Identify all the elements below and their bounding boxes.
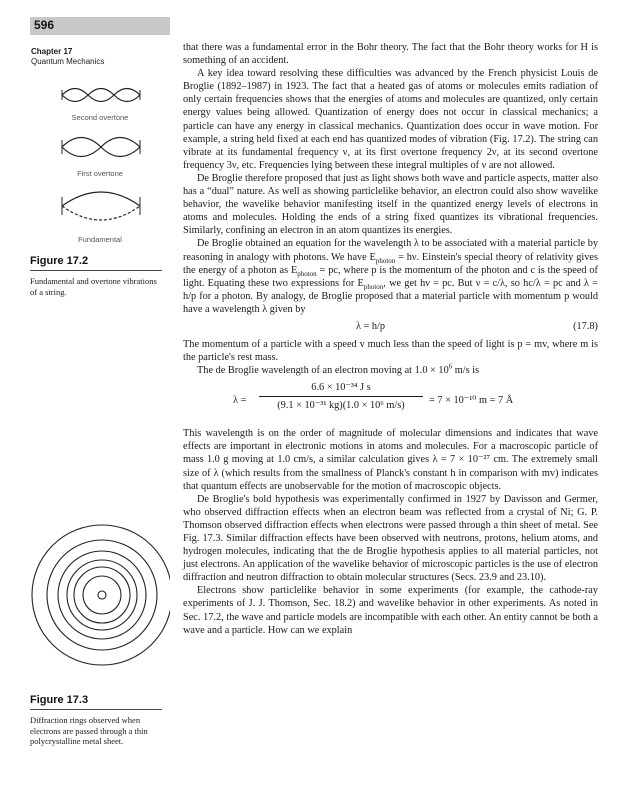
- chapter-heading: [31, 47, 171, 67]
- string-modes-diagram: [30, 80, 170, 250]
- diffraction-center-spot: [98, 591, 106, 599]
- paragraph-3: De Broglie therefore proposed that just as light shows both wave and particle aspects, matter also has a “dual” nature. As well as showing particlelike behavior, an electron could also show wavelike behavior, the wavelike behavior manifesting itself in the quantized energy levels of electrons in atoms and molecules. Holding the ends of a string fixed quantizes its vibrational frequencies. Similarly, confining an electron in an atom quantizes its energies.: [183, 172, 598, 237]
- page-number-bar: [30, 17, 170, 35]
- diffraction-ring-5: [74, 567, 130, 623]
- figure-17-2-caption: Fundamental and overtone vibrations of a string.: [30, 276, 157, 297]
- second-overtone-mode: [62, 89, 140, 102]
- calc-denominator: (9.1 × 10⁻³¹ kg)(1.0 × 10⁶ m/s): [277, 400, 405, 412]
- fundamental-label: Fundamental: [78, 235, 122, 244]
- equation-17-8-number: (17.8): [573, 320, 598, 332]
- figure-17-2-title: Figure 17.2: [30, 255, 162, 271]
- calc-lhs: λ =: [233, 395, 247, 407]
- calc-fraction: [259, 381, 423, 412]
- chapter-label: Chapter 17: [31, 47, 73, 56]
- figure-17-3-caption: Diffraction rings observed when electrons are passed through a thin polycrystalline metal sheet.: [30, 715, 148, 746]
- paragraph-1: that there was a fundamental error in the Bohr theory. The fact that the Bohr theory works for H is something of an accident.: [183, 42, 598, 67]
- paragraph-4: De Broglie obtained an equation for the wavelength λ to be associated with a material particle by reasoning in analogy with photons. We have $E_{photon} = h\nu$. Einstein's special theory of relativity gives the energy of a photon as $E_{photon}$ = pc, where p is the momentum of the photon and c is the speed of light. Equating these two expressions for $E_{photon}$, we get hν = pc. But ν = c/λ, so hc/λ = pc and λ = h/p for a photon. By analogy, de Broglie proposed that a material particle with momentum p would have a wavelength λ given by: [183, 238, 598, 315]
- chapter-title: Quantum Mechanics: [31, 57, 105, 66]
- diffraction-ring-6: [83, 576, 121, 614]
- diffraction-ring-2: [47, 540, 157, 650]
- paragraph-6: The de Broglie wavelength of an electron moving at $1.0 \times 10^6$ m/s is: [197, 362, 480, 377]
- equation-17-8: [183, 316, 598, 338]
- diffraction-ring-4: [67, 560, 137, 630]
- paragraph-5: The momentum of a particle with a speed v much less than the speed of light is p = mv, where m is the particle's rest mass.: [183, 338, 598, 364]
- de-broglie-calculation: [183, 381, 598, 421]
- diffraction-ring-3: [58, 551, 146, 639]
- second-overtone-label: Second overtone: [71, 113, 129, 122]
- calc-numerator: 6.6 × 10⁻³⁴ J s: [259, 381, 423, 397]
- diffraction-ring-1: [32, 525, 170, 665]
- equation-17-8-body: λ = h/p: [355, 320, 386, 332]
- paragraph-2: A key idea toward resolving these difficulties was advanced by the French physicist Louis de Broglie (1892–1987) in 1923. The fact that a heated gas of atoms or molecules emits radiation of only certain frequencies shows that the energies of atoms and molecules are quantized, only certain energy values being allowed. Quantization of energy does not occur in classical mechanics; a particle can have any energy in classical mechanics. Quantization does occur in wave motion. For example, a string held fixed at each end has quantized modes of vibration (Fig. 17.2). The string can vibrate at its fundamental frequency ν, at its first overtone frequency 2ν, at its second overtone frequency 3ν, etc. Frequencies lying between these integral multiples of ν are not allowed.: [183, 68, 598, 171]
- main-text-column: [183, 41, 598, 637]
- paragraph-7: This wavelength is on the order of magnitude of molecular dimensions and indicates that wave effects are important in electronic motions in atoms and molecules. For a macroscopic particle of mass 1.0 g moving at 1.0 cm/s, a similar calculation gives λ = 7 × 10⁻²⁷ cm. The extremely small size of λ (which results from the smallness of Planck's constant h in comparison with mv) indicates that quantum effects are unobservable for the motion of macroscopic objects.: [183, 428, 598, 492]
- paragraph-8: De Broglie's bold hypothesis was experimentally confirmed in 1927 by Davisson and Germer, who observed diffraction effects when an electron beam was reflected from a crystal of Ni; G. P. Thomson observed diffraction effects when electrons were passed through a thin sheet of metal. See Fig. 17.3. Similar diffraction effects have been observed with neutrons, protons, helium atoms, and hydrogen molecules, indicating that the de Broglie hypothesis applies to all material particles, not just electrons. An application of the wavelike behavior of microscopic particles is the use of electron diffraction and neutron diffraction to obtain molecular structures (Secs. 23.9 and 23.10).: [183, 493, 598, 584]
- first-overtone-label: First overtone: [77, 169, 123, 178]
- diffraction-rings-diagram: [30, 520, 170, 670]
- figure-17-2: [30, 80, 170, 300]
- page-number: 596: [34, 18, 55, 32]
- figure-17-3: [30, 520, 170, 780]
- paragraph-9: Electrons show particlelike behavior in some experiments (for example, the cathode-ray experiments of J. J. Thomson, Sec. 18.2) and wavelike behavior in other experiments. As noted in Sec. 17.2, the wave and particle models are incompatible with each other. An entity cannot be both a wave and a particle. How can we explain: [183, 585, 598, 636]
- calc-result: = 7 × 10⁻¹⁰ m = 7 Å: [429, 395, 514, 407]
- first-overtone-mode: [62, 138, 140, 157]
- fundamental-mode: [62, 192, 140, 220]
- figure-17-3-title: Figure 17.3: [30, 694, 162, 710]
